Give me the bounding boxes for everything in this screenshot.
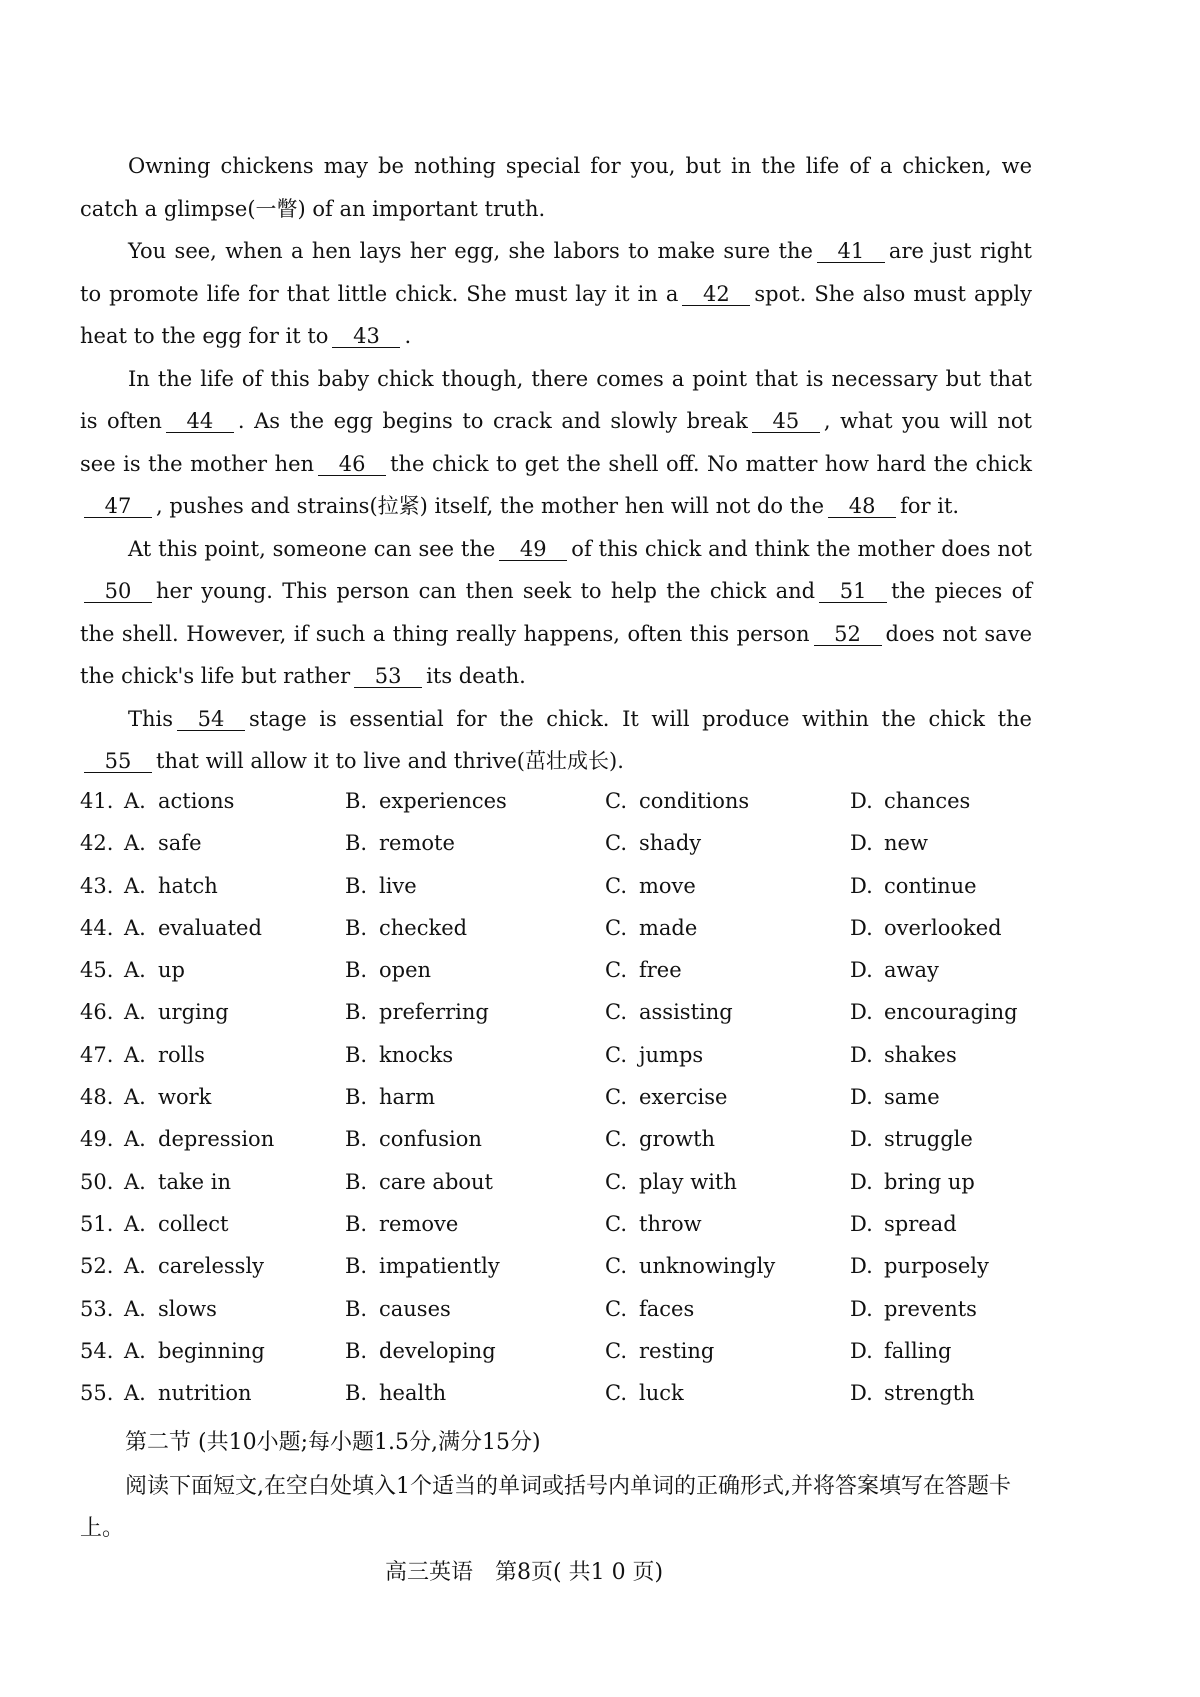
option-a	[124, 1288, 217, 1330]
question-number: 48.	[80, 1085, 114, 1110]
option-letter: A.	[124, 1042, 146, 1067]
option-letter: C.	[605, 1042, 627, 1067]
option-letter: A.	[124, 1211, 146, 1236]
option-b	[345, 822, 455, 864]
blank-55: 55	[84, 750, 152, 773]
passage-text: spot. She also must apply heat to the egg for it to	[80, 281, 1032, 348]
option-d	[850, 949, 939, 991]
option-d	[850, 865, 977, 907]
option-text: checked	[379, 915, 468, 940]
blank-44: 44	[166, 410, 234, 433]
option-letter: C.	[605, 1338, 627, 1363]
option-text: slows	[158, 1296, 217, 1321]
option-text: developing	[379, 1338, 496, 1363]
option-a	[124, 1118, 274, 1160]
option-letter: C.	[605, 1169, 627, 1194]
question-number: 49.	[80, 1127, 114, 1152]
option-text: chances	[884, 789, 971, 813]
option-letter: D.	[850, 1127, 873, 1152]
option-c	[605, 822, 701, 864]
option-d	[850, 1161, 975, 1203]
option-text: rolls	[158, 1042, 205, 1067]
option-d	[850, 822, 928, 864]
passage-text: stage is essential for the chick. It will produce within the chick the	[249, 706, 1032, 731]
option-text: preferring	[379, 1000, 489, 1025]
option-text: prevents	[884, 1296, 977, 1321]
option-letter: B.	[345, 1381, 368, 1406]
option-letter: B.	[345, 1042, 368, 1067]
option-text: faces	[639, 1296, 695, 1321]
blank-50: 50	[84, 580, 152, 603]
option-letter: B.	[345, 1254, 368, 1279]
option-text: resting	[639, 1338, 715, 1363]
option-letter: A.	[124, 831, 146, 856]
option-letter: A.	[124, 1169, 146, 1194]
option-text: spread	[884, 1211, 957, 1236]
blank-49: 49	[499, 538, 567, 561]
option-text: exercise	[639, 1085, 728, 1110]
option-letter: C.	[605, 1254, 627, 1279]
option-b	[345, 991, 489, 1033]
option-letter: C.	[605, 1000, 627, 1025]
option-c	[605, 1245, 775, 1287]
option-letter: A.	[124, 1085, 146, 1110]
option-letter: B.	[345, 915, 368, 940]
page-footer: 高三英语 第8页( 共1 0 页)	[385, 1560, 664, 1585]
option-letter: A.	[124, 1381, 146, 1406]
option-text: depression	[158, 1127, 275, 1152]
option-letter: A.	[124, 789, 146, 813]
option-text: causes	[379, 1296, 451, 1321]
option-letter: C.	[605, 958, 627, 983]
option-d	[850, 1203, 957, 1245]
option-b	[345, 1034, 453, 1076]
option-text: knocks	[379, 1042, 454, 1067]
option-letter: A.	[124, 915, 146, 940]
blank-54: 54	[177, 708, 245, 731]
option-letter: A.	[124, 958, 146, 983]
option-text: safe	[158, 831, 202, 856]
option-text: purposely	[884, 1254, 989, 1279]
question-row	[80, 1203, 1040, 1245]
blank-45: 45	[752, 410, 820, 433]
option-letter: C.	[605, 1296, 627, 1321]
passage-text: for it.	[900, 494, 960, 518]
option-letter: A.	[124, 1127, 146, 1152]
question-number: 50.	[80, 1169, 114, 1194]
option-text: free	[639, 958, 682, 983]
option-b	[345, 1288, 451, 1330]
option-text: impatiently	[379, 1254, 500, 1279]
blank-52: 52	[814, 623, 882, 646]
passage-text: that will allow it to live and thrive(茁壮成长).	[156, 749, 624, 773]
option-letter: C.	[605, 789, 627, 813]
option-text: collect	[158, 1211, 229, 1236]
passage-text: the chick to get the shell off. No matter how hard the chick	[390, 451, 1033, 476]
blank-48: 48	[828, 495, 896, 518]
option-letter: D.	[850, 831, 873, 856]
passage-text: Owning chickens may be nothing special for you, but in the life of a chicken, we catch a glimpse(一瞥) of an important truth.	[80, 154, 1032, 221]
option-text: overlooked	[884, 915, 1002, 940]
passage-text: her young. This person can then seek to help the chick and	[156, 579, 816, 603]
option-text: up	[158, 958, 185, 983]
option-text: new	[884, 831, 928, 856]
option-b	[345, 907, 467, 949]
option-c	[605, 907, 697, 949]
paragraph-2	[80, 230, 1032, 358]
option-letter: B.	[345, 1000, 368, 1025]
option-letter: D.	[850, 1338, 873, 1363]
option-b	[345, 1372, 446, 1414]
paragraph-4	[80, 528, 1032, 698]
option-a	[124, 822, 202, 864]
option-text: made	[639, 915, 698, 940]
question-number: 46.	[80, 1000, 114, 1025]
option-text: actions	[158, 789, 235, 813]
option-text: confusion	[379, 1127, 482, 1152]
option-letter: D.	[850, 958, 873, 983]
question-row	[80, 907, 1040, 949]
option-c	[605, 1034, 703, 1076]
option-text: take in	[158, 1169, 232, 1194]
question-row	[80, 949, 1040, 991]
option-letter: C.	[605, 873, 627, 898]
option-letter: B.	[345, 1169, 368, 1194]
question-number: 45.	[80, 958, 114, 983]
question-row	[80, 865, 1040, 907]
option-c	[605, 1330, 714, 1372]
option-text: play with	[639, 1169, 737, 1194]
option-a	[124, 1372, 252, 1414]
option-a	[124, 1330, 265, 1372]
option-c	[605, 949, 682, 991]
option-letter: D.	[850, 915, 873, 940]
option-text: shady	[639, 831, 702, 856]
option-text: work	[158, 1085, 212, 1110]
option-text: continue	[884, 873, 977, 898]
option-text: experiences	[379, 789, 507, 813]
option-text: throw	[639, 1211, 702, 1236]
question-number: 41.	[80, 789, 114, 813]
paragraph-3	[80, 358, 1032, 528]
option-c	[605, 1372, 684, 1414]
option-a	[124, 1034, 205, 1076]
question-number: 53.	[80, 1296, 114, 1321]
option-text: hatch	[158, 873, 218, 898]
option-d	[850, 907, 1002, 949]
option-text: urging	[158, 1000, 229, 1025]
passage-text: In the life of this baby chick though, there comes a point that is necessary but that is often	[80, 366, 1032, 433]
option-d	[850, 780, 970, 822]
option-letter: B.	[345, 831, 368, 856]
question-number: 42.	[80, 831, 114, 856]
option-text: live	[379, 873, 417, 898]
option-letter: A.	[124, 1338, 146, 1363]
passage-text: . As the egg begins to crack and slowly break	[237, 409, 748, 433]
option-c	[605, 780, 749, 822]
blank-51: 51	[819, 580, 887, 603]
option-d	[850, 1372, 975, 1414]
option-b	[345, 1330, 496, 1372]
option-c	[605, 1288, 694, 1330]
passage-text: its death.	[426, 664, 526, 688]
option-d	[850, 1288, 977, 1330]
option-letter: C.	[605, 1381, 627, 1406]
option-b	[345, 1118, 482, 1160]
question-number: 55.	[80, 1381, 114, 1406]
question-row	[80, 991, 1040, 1033]
option-text: struggle	[884, 1127, 973, 1152]
option-a	[124, 1245, 264, 1287]
blank-47: 47	[84, 495, 152, 518]
option-letter: A.	[124, 1254, 146, 1279]
option-c	[605, 865, 696, 907]
cloze-passage	[80, 145, 1032, 783]
passage-text: , pushes and strains(拉紧) itself, the mother hen will not do the	[156, 494, 825, 518]
option-b	[345, 1203, 458, 1245]
option-letter: D.	[850, 789, 873, 813]
option-letter: B.	[345, 1127, 368, 1152]
answer-options	[80, 780, 1040, 1414]
passage-text: You see, when a hen lays her egg, she labors to make sure the	[128, 239, 813, 263]
option-text: luck	[639, 1381, 684, 1406]
option-letter: A.	[124, 873, 146, 898]
passage-text: the pieces of the shell. However, if such a thing really happens, often this person	[80, 579, 1032, 646]
passage-text: does not save the chick's life but rather	[80, 621, 1032, 688]
option-text: assisting	[639, 1000, 733, 1025]
option-letter: B.	[345, 1338, 368, 1363]
option-letter: B.	[345, 1085, 368, 1110]
option-a	[124, 1161, 231, 1203]
option-letter: B.	[345, 1211, 368, 1236]
option-letter: D.	[850, 1381, 873, 1406]
passage-text: , what you will not see is the mother hen	[80, 409, 1032, 476]
option-text: away	[884, 958, 939, 983]
passage-text: are just right to promote life for that little chick. She must lay it in a	[80, 239, 1032, 306]
option-a	[124, 1076, 211, 1118]
option-c	[605, 1203, 702, 1245]
paragraph-5	[80, 698, 1032, 783]
option-text: strength	[884, 1381, 975, 1406]
option-text: jumps	[639, 1042, 704, 1067]
option-b	[345, 1245, 500, 1287]
question-row	[80, 1034, 1040, 1076]
option-d	[850, 1330, 951, 1372]
option-b	[345, 949, 431, 991]
option-b	[345, 780, 507, 822]
option-letter: A.	[124, 1296, 146, 1321]
question-row	[80, 1288, 1040, 1330]
option-text: falling	[884, 1338, 952, 1363]
option-text: carelessly	[158, 1254, 265, 1279]
option-letter: D.	[850, 1042, 873, 1067]
option-letter: D.	[850, 1254, 873, 1279]
option-a	[124, 949, 185, 991]
passage-text: .	[404, 324, 412, 348]
option-letter: C.	[605, 1211, 627, 1236]
question-number: 43.	[80, 873, 114, 898]
option-c	[605, 1161, 737, 1203]
option-a	[124, 907, 262, 949]
option-text: shakes	[884, 1042, 957, 1067]
option-letter: D.	[850, 1085, 873, 1110]
blank-42: 42	[682, 283, 750, 306]
section-instruction: 阅读下面短文,在空白处填入1个适当的单词或括号内单词的正确形式,并将答案填写在答题卡上。	[80, 1474, 1011, 1541]
option-text: conditions	[639, 789, 750, 813]
option-a	[124, 1203, 228, 1245]
question-row	[80, 822, 1040, 864]
option-letter: D.	[850, 873, 873, 898]
section-heading: 第二节 (共10小题;每小题1.5分,满分15分)	[125, 1430, 541, 1455]
option-letter: B.	[345, 789, 368, 813]
question-row	[80, 780, 1040, 822]
question-number: 54.	[80, 1338, 114, 1363]
passage-text: This	[128, 706, 174, 731]
option-text: move	[639, 873, 696, 898]
option-letter: D.	[850, 1211, 873, 1236]
blank-43: 43	[332, 325, 400, 348]
question-row	[80, 1161, 1040, 1203]
option-letter: C.	[605, 831, 627, 856]
option-letter: D.	[850, 1169, 873, 1194]
option-text: nutrition	[158, 1381, 252, 1406]
option-letter: C.	[605, 915, 627, 940]
option-a	[124, 865, 218, 907]
question-row	[80, 1245, 1040, 1287]
option-text: health	[379, 1381, 447, 1406]
option-d	[850, 991, 1018, 1033]
option-letter: D.	[850, 1000, 873, 1025]
option-letter: C.	[605, 1085, 627, 1110]
option-d	[850, 1118, 973, 1160]
option-c	[605, 1118, 715, 1160]
question-number: 47.	[80, 1042, 114, 1067]
option-d	[850, 1034, 957, 1076]
option-letter: A.	[124, 1000, 146, 1025]
option-d	[850, 1076, 940, 1118]
paragraph-1	[80, 145, 1032, 230]
passage-text: At this point, someone can see the	[128, 536, 496, 561]
option-c	[605, 991, 733, 1033]
question-row	[80, 1118, 1040, 1160]
option-text: remove	[379, 1211, 459, 1236]
option-text: unknowingly	[639, 1254, 776, 1279]
option-b	[345, 1161, 493, 1203]
option-a	[124, 991, 229, 1033]
option-text: open	[379, 958, 432, 983]
option-text: care about	[379, 1169, 493, 1194]
option-text: harm	[379, 1085, 435, 1110]
option-letter: B.	[345, 1296, 368, 1321]
blank-53: 53	[354, 665, 422, 688]
blank-41: 41	[817, 240, 885, 263]
option-text: encouraging	[884, 1000, 1018, 1025]
option-text: growth	[639, 1127, 716, 1152]
question-row	[80, 1076, 1040, 1118]
question-number: 51.	[80, 1211, 114, 1236]
option-b	[345, 1076, 435, 1118]
question-row	[80, 1330, 1040, 1372]
option-letter: D.	[850, 1296, 873, 1321]
question-row	[80, 1372, 1040, 1414]
option-letter: C.	[605, 1127, 627, 1152]
option-a	[124, 780, 234, 822]
option-text: bring up	[884, 1169, 975, 1194]
question-number: 52.	[80, 1254, 114, 1279]
option-b	[345, 865, 417, 907]
option-c	[605, 1076, 727, 1118]
blank-46: 46	[318, 453, 386, 476]
option-text: same	[884, 1085, 940, 1110]
option-letter: B.	[345, 958, 368, 983]
passage-text: of this chick and think the mother does not	[571, 536, 1032, 561]
option-text: evaluated	[158, 915, 262, 940]
question-number: 44.	[80, 915, 114, 940]
option-text: remote	[379, 831, 455, 856]
option-letter: B.	[345, 873, 368, 898]
option-text: beginning	[158, 1338, 265, 1363]
option-d	[850, 1245, 989, 1287]
